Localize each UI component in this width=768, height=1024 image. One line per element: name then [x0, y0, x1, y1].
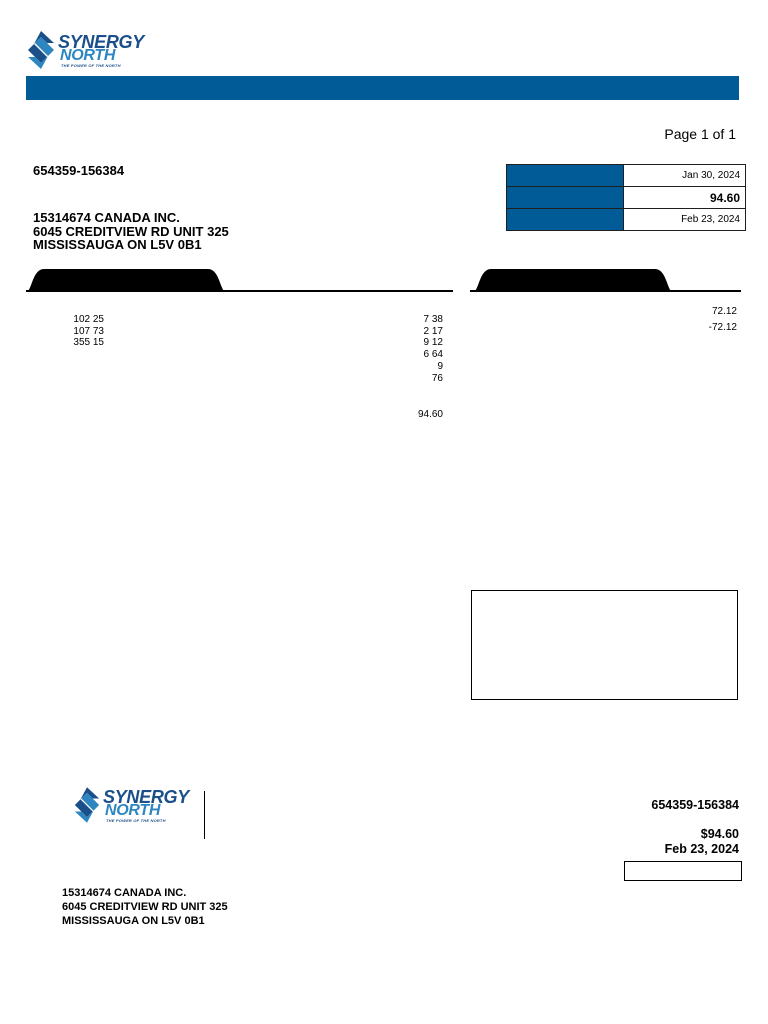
page-number: Page 1 of 1 — [664, 126, 736, 142]
logo-tagline: THE POWER OF THE NORTH — [61, 62, 121, 68]
charge-amount: 76 — [431, 372, 443, 384]
charges-section-tab — [26, 268, 226, 292]
address-line-2: 6045 CREDITVIEW RD UNIT 325 — [62, 901, 228, 913]
summary-label-cell — [507, 209, 624, 231]
address-line-2: 6045 CREDITVIEW RD UNIT 325 — [33, 223, 229, 239]
logo-tagline: THE POWER OF THE NORTH — [106, 817, 166, 823]
stub-logo — [73, 785, 189, 825]
due-date-value: Feb 23, 2024 — [624, 209, 746, 231]
amount-paid-field[interactable] — [624, 861, 742, 881]
charges-total: 94.60 — [417, 409, 443, 420]
stub-divider — [204, 791, 205, 839]
activity-section-rule — [470, 290, 741, 292]
summary-label-cell — [507, 165, 624, 187]
charges-section-rule — [26, 290, 453, 292]
stub-amount-block — [665, 827, 739, 856]
charge-amount: 2 17 — [423, 325, 443, 337]
charge-amount: 6 64 — [423, 349, 443, 361]
usage-column — [73, 314, 104, 349]
usage-value: 355 15 — [73, 337, 104, 349]
message-box — [471, 590, 738, 700]
account-number: 654359-156384 — [33, 163, 125, 178]
address-line-3: MISSISSAUGA ON L5V 0B1 — [62, 915, 205, 927]
charge-amount: 7 38 — [423, 314, 443, 325]
bill-date-value: Jan 30, 2024 — [624, 165, 746, 187]
mailing-address — [33, 211, 229, 252]
stub-amount: $94.60 — [700, 827, 739, 841]
synergy-north-logo-icon — [26, 30, 56, 70]
activity-value: 72.12 — [711, 306, 737, 317]
charge-amount: 9 — [437, 360, 443, 372]
summary-row-due-date — [507, 209, 746, 231]
header-bar — [26, 76, 739, 100]
amount-due-value: 94.60 — [624, 187, 746, 209]
bill-summary-table — [506, 164, 746, 231]
usage-value: 102 25 — [73, 314, 104, 325]
charge-amount: 9 12 — [423, 337, 443, 349]
logo-word-north: NORTH — [60, 46, 116, 64]
usage-value: 107 73 — [73, 325, 104, 337]
activity-column — [709, 304, 737, 335]
activity-value: -72.12 — [708, 321, 737, 333]
summary-label-cell — [507, 187, 624, 209]
logo-word-north: NORTH — [105, 801, 161, 819]
charge-amounts-column — [424, 314, 443, 384]
address-line-3: MISSISSAUGA ON L5V 0B1 — [33, 237, 202, 252]
stub-due-date: Feb 23, 2024 — [664, 841, 739, 856]
summary-row-bill-date — [507, 165, 746, 187]
stub-address — [62, 886, 228, 928]
logo-word-synergy: SYNERGY — [103, 786, 189, 807]
address-line-1: 15314674 CANADA INC. — [33, 210, 180, 225]
stub-account-number: 654359-156384 — [651, 798, 739, 812]
company-logo — [26, 30, 144, 70]
address-line-1: 15314674 CANADA INC. — [62, 887, 187, 899]
synergy-north-logo-icon — [73, 785, 101, 825]
summary-row-amount-due — [507, 187, 746, 209]
activity-section-tab — [473, 268, 673, 292]
logo-word-synergy: SYNERGY — [58, 31, 144, 52]
